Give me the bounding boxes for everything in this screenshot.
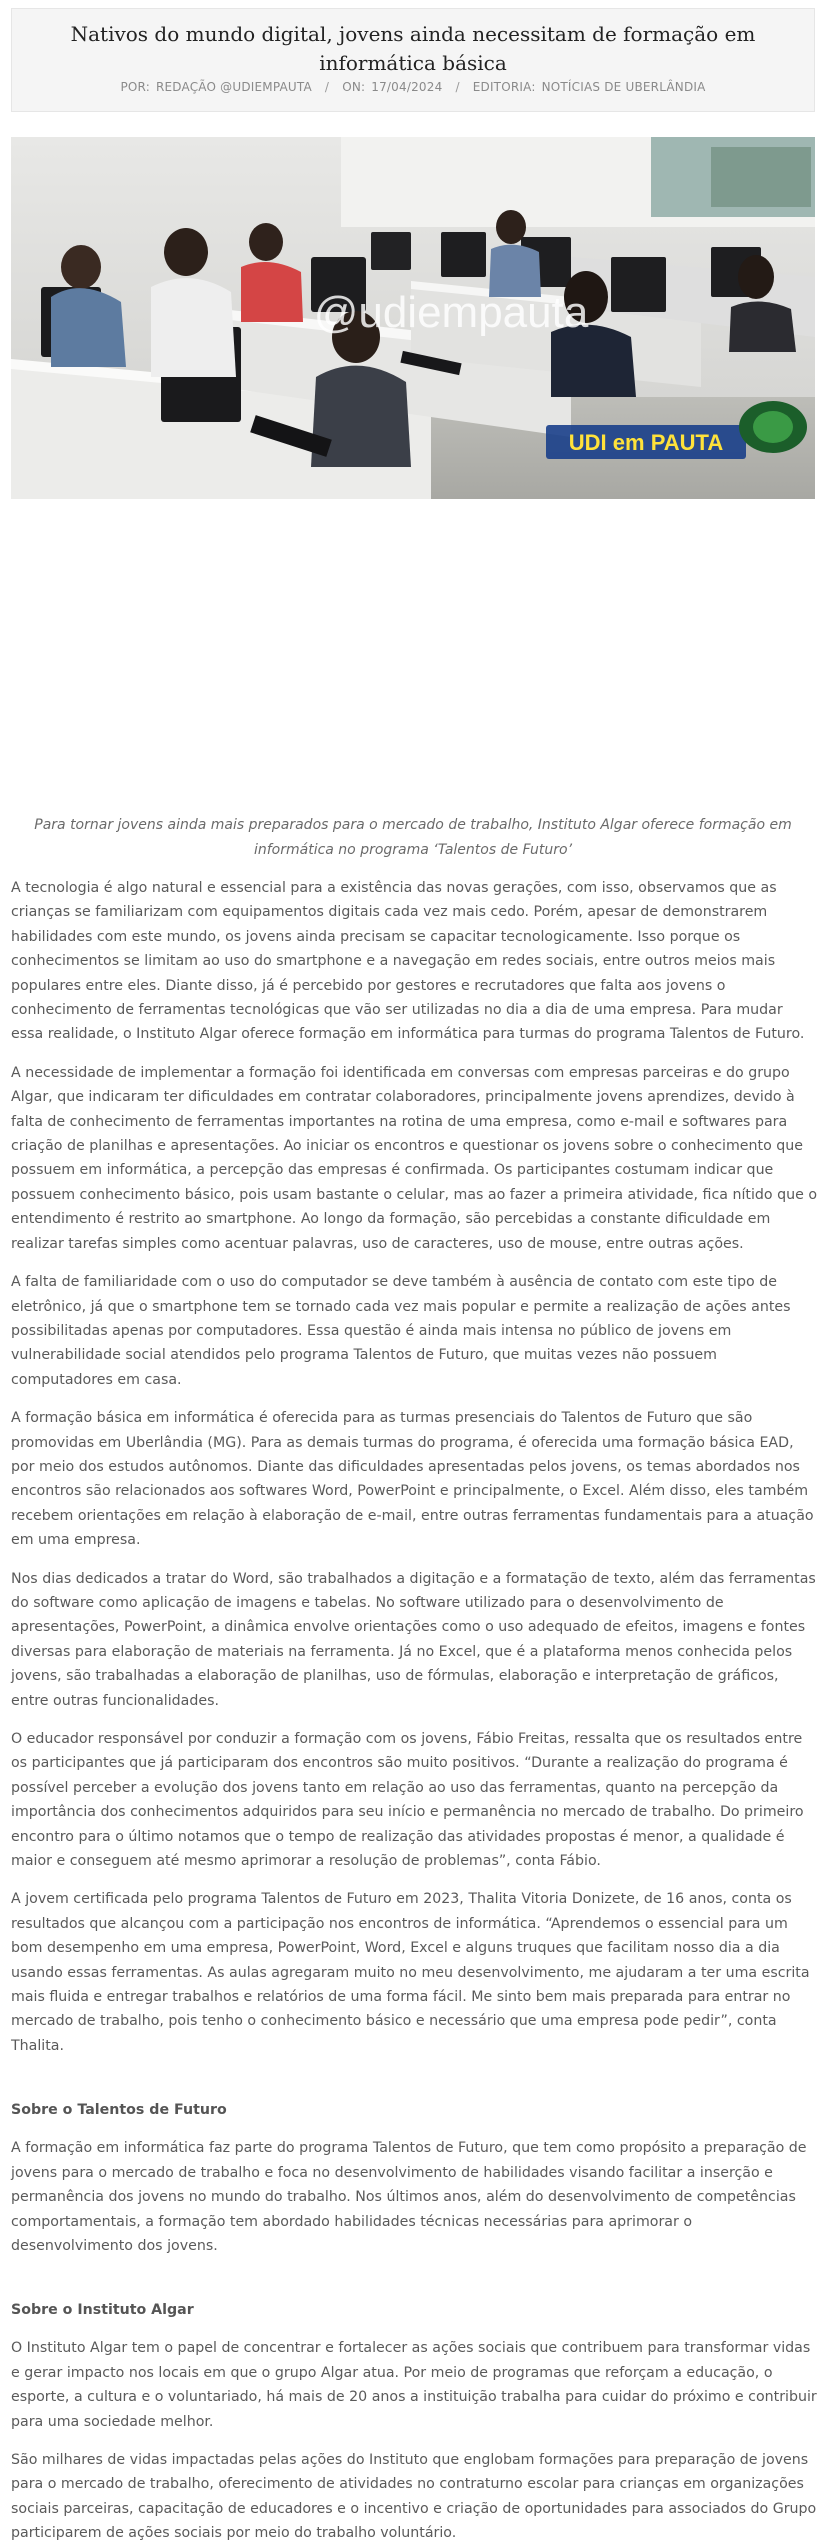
post-date: 17/04/2024 xyxy=(371,80,443,94)
author-link[interactable]: REDAÇÃO @UDIEMPAUTA xyxy=(155,80,312,94)
article-body xyxy=(11,876,817,2540)
post-header xyxy=(11,8,815,112)
paragraph: A formação em informática faz parte do programa Talentos de Futuro, que tem como propósito a preparação de jovens para o mercado de trabalho e foca no desenvolvimento de habilidades visando facilitar a inserção e permanência dos jovens no mundo do trabalho. Nos últimos anos, além do desenvolvimento de competências comportamentais, a formação tem abordado habilidades técnicas necessárias para aprimorar o desenvolvimento dos jovens. xyxy=(11,2140,807,2254)
post-title: Nativos do mundo digital, jovens ainda necessitam de formação em informática básica xyxy=(70,22,756,75)
paragraph: A falta de familiaridade com o uso do computador se deve também à ausência de contato com este tipo de eletrônico, já que o smartphone tem se tornado cada vez mais popular e permite a realização de ações antes possibilitadas apenas por computadores. Essa questão é ainda mais intensa no público de jovens em vulnerabilidade social atendidos pelo programa Talentos de Futuro, que muitas vezes não possuem computadores em casa. xyxy=(11,1274,791,1388)
paragraph: O Instituto Algar tem o papel de concentrar e fortalecer as ações sociais que contribuem para transformar vidas e gerar impacto nos locais em que o grupo Algar atua. Por meio de programas que reforçam a educação, o esporte, a cultura e o voluntariado, há mais de 20 anos a instituição trabalha para cuidar do próximo e contribuir para uma sociedade melhor. xyxy=(11,2340,817,2430)
meta-separator: / xyxy=(455,80,460,94)
image-watermark: @udiempauta xyxy=(313,288,589,337)
post-meta xyxy=(12,80,814,94)
section-heading: Sobre o Talentos de Futuro xyxy=(11,2102,227,2119)
author-label: POR: xyxy=(120,80,150,94)
image-caption: Para tornar jovens ainda mais preparados para o mercado de trabalho, Instituto Algar oferece formação em informática no programa ‘Talentos de Futuro’ xyxy=(34,817,792,858)
paragraph: A tecnologia é algo natural e essencial para a existência das novas gerações, com isso, observamos que as crianças se familiarizam com equipamentos digitais cada vez mais cedo. Porém, apesar de demonstrarem habilidades com este mundo, os jovens ainda precisam se capacitar tecnologicamente. Isso porque os conhecimentos se limitam ao uso do smartphone e a navegação em redes sociais, entre outros meios mais populares entre eles. Diante disso, já é percebido por gestores e recrutadores que falta aos jovens o conhecimento de ferramentas tecnológicas que vão ser utilizadas no dia a dia de uma empresa. Para mudar essa realidade, o Instituto Algar oferece formação em informática para turmas do programa Talentos de Futuro. xyxy=(11,880,805,1043)
paragraph: A jovem certificada pelo programa Talentos de Futuro em 2023, Thalita Vitoria Donizete, de 16 anos, conta os resultados que alcançou com a participação nos encontros de informática. “Aprendemos o essencial para um bom desempenho em uma empresa, PowerPoint, Word, Excel e alguns truques que facilitam nosso dia a dia usando essas ferramentas. As aulas agregaram muito no meu desenvolvimento, me ajudaram a ter uma escrita mais fluida e entregar trabalhos e relatórios de uma forma fácil. Me sinto bem mais preparada para entrar no mercado de trabalho, pois tenho o conhecimento básico e necessário que uma empresa pode pedir”, conta Thalita. xyxy=(11,1891,810,2054)
paragraph: A formação básica em informática é oferecida para as turmas presenciais do Talentos de Futuro que são promovidas em Uberlândia (MG). Para as demais turmas do programa, é oferecida uma formação básica EAD, por meio dos estudos autônomos. Diante das dificuldades apresentadas pelos jovens, os temas abordados nos encontros são relacionados aos softwares Word, PowerPoint e principalmente, o Excel. Além disso, eles também recebem orientações em relação à elaboração de e-mail, entre outras ferramentas fundamentais para a atuação em uma empresa. xyxy=(11,1410,814,1549)
featured-image xyxy=(11,137,815,499)
paragraph: Nos dias dedicados a tratar do Word, são trabalhados a digitação e a formatação de texto, além das ferramentas do software como aplicação de imagens e tabelas. No software utilizado para o desenvolvimento de apresentações, PowerPoint, a dinâmica envolve orientações como o uso adequado de efeitos, imagens e fontes diversas para elaboração de materiais na ferramenta. Já no Excel, que é a plataforma menos conhecida pelos jovens, são trabalhadas a elaboração de planilhas, uso de fórmulas, elaboração e interpretação de gráficos, entre outras funcionalidades. xyxy=(11,1570,816,1709)
category-label: EDITORIA: xyxy=(472,80,536,94)
category-link[interactable]: NOTÍCIAS DE UBERLÂNDIA xyxy=(541,80,706,94)
section-heading: Sobre o Instituto Algar xyxy=(11,2302,194,2319)
paragraph: A necessidade de implementar a formação foi identificada em conversas com empresas parceiras e do grupo Algar, que indicaram ter dificuldades em contratar colaboradores, principalmente jovens aprendizes, devido à falta de conhecimento de ferramentas importantes na rotina de uma empresa, como e-mail e softwares para criação de planilhas e apresentações. Ao iniciar os encontros e questionar os jovens sobre o conhecimento que possuem em informática, a percepção das empresas é confirmada. Os participantes costumam indicar que possuem conhecimento básico, pois usam bastante o celular, mas ao fazer a primeira atividade, fica nítido que o entendimento é restrito ao smartphone. Ao longo da formação, são percebidas a constante dificuldade em realizar tarefas simples como acentuar palavras, uso de caracteres, uso de mouse, entre outras ações. xyxy=(11,1064,817,1252)
meta-separator: / xyxy=(324,80,330,94)
paragraph: O educador responsável por conduzir a formação com os jovens, Fábio Freitas, ressalta que os resultados entre os participantes que já participaram dos encontros são muito positivos. “Durante a realização do programa é possível perceber a evolução dos jovens tanto em relação ao uso das ferramentas, quanto na percepção da importância dos conhecimentos adquiridos para seu início e permanência no mercado de trabalho. Do primeiro encontro para o último notamos que o tempo de realização das atividades propostas é menor, a qualidade é maior e conseguem até mesmo aprimorar a resolução de problemas”, conta Fábio. xyxy=(11,1731,804,1870)
date-label: ON: xyxy=(342,80,366,94)
paragraph: São milhares de vidas impactadas pelas ações do Instituto que englobam formações para preparação de jovens para o mercado de trabalho, oferecimento de atividades no contraturno escolar para crianças em organizações sociais parceiras, capacitação de educadores e o incentivo e criação de oportunidades para associados do Grupo participarem de ações sociais por meio do trabalho voluntário. xyxy=(11,2451,817,2540)
logo-text: UDI em PAUTA xyxy=(568,430,724,455)
